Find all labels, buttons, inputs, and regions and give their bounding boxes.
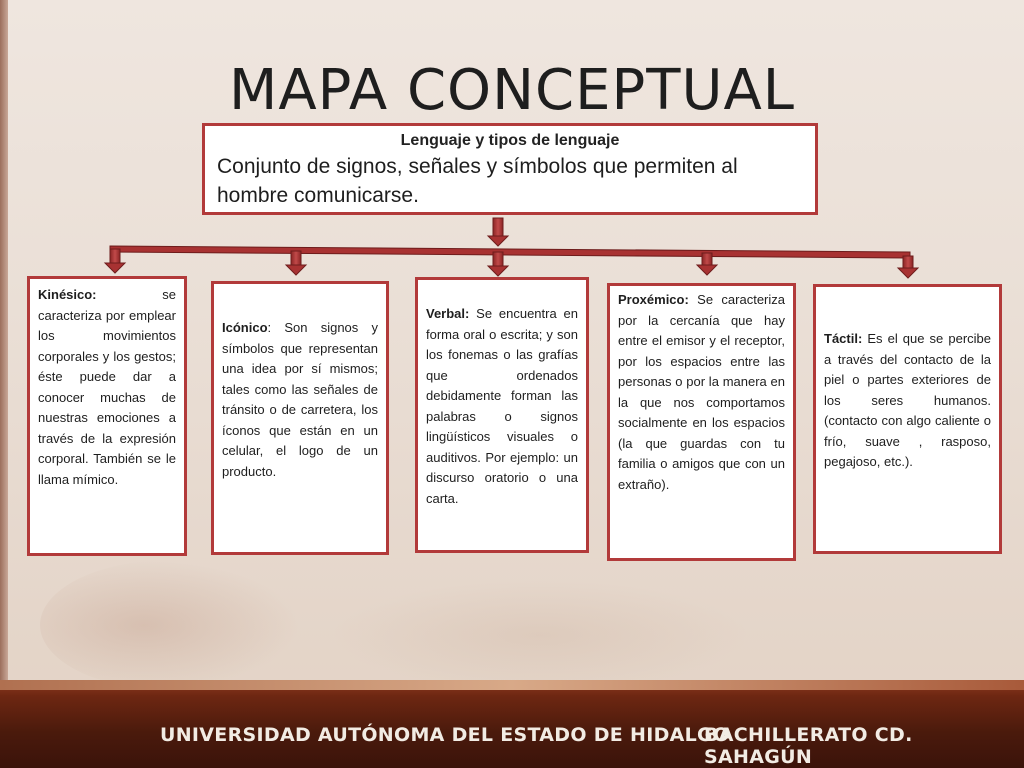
branch-arrow-icon [105,249,125,273]
branch-arrow-icon [286,251,306,275]
footer-school: BACHILLERATO CD. SAHAGÚN [704,724,913,768]
background-decoration [40,560,300,690]
branch-arrow-icon [898,256,918,278]
type-text: Se encuentra en forma oral o escrita; y son los fonemas o las grafías que ordenados debidamente forman las palabras o signos lingüísticos visuales o auditivos. Por ejemplo: un discurso oratorio o una carta. [426,306,578,506]
type-box-iconico [211,281,389,555]
type-label: Proxémico: [618,292,689,307]
type-box-tactil [813,284,1002,554]
type-box-proxemico [607,283,796,561]
type-label: Verbal: [426,306,470,321]
type-text: se caracteriza por emplear los movimientos corporales y los gestos; éste puede dar a conocer muchas de nuestras emociones a través de la expresión corporal. También se le llama mímico. [38,287,176,487]
type-box-kinesico [27,276,187,556]
type-box-verbal [415,277,589,553]
footer-banner [0,680,1024,768]
horizontal-connector [110,246,910,258]
main-concept-description: Conjunto de signos, señales y símbolos que permiten al hombre comunicarse. [217,155,738,207]
type-text: Se caracteriza por la cercanía que hay entre el emisor y el receptor, por los espacios entre las personas o por la manera en la que nos comportamos socialmente en los espacios (la que guardas con tu familia o amigos que con un extraño). [618,292,785,492]
type-label: Táctil: [824,331,863,346]
branch-arrow-icon [488,252,508,276]
type-label: Kinésico: [38,287,97,302]
footer-top-band [0,680,1024,690]
type-label: Icónico [222,320,268,335]
footer-university: UNIVERSIDAD AUTÓNOMA DEL ESTADO DE HIDALGO [160,724,730,746]
main-down-arrow-icon [488,218,508,246]
main-concept-heading: Lenguaje y tipos de lenguaje [400,132,620,149]
background-decoration [330,580,750,690]
slide-title: MAPA CONCEPTUAL [229,58,795,123]
connector-lines [0,0,1024,300]
type-text: Es el que se percibe a través del contacto de la piel o partes exteriores de los seres humanos. (contacto con algo caliente o frío, suave , rasposo, pegajoso, etc.). [824,331,991,469]
type-text: : Son signos y símbolos que representan una idea por sí mismos; tales como las señales de tránsito o de carretera, los íconos que están en un celular, el logo de un producto. [222,320,378,479]
